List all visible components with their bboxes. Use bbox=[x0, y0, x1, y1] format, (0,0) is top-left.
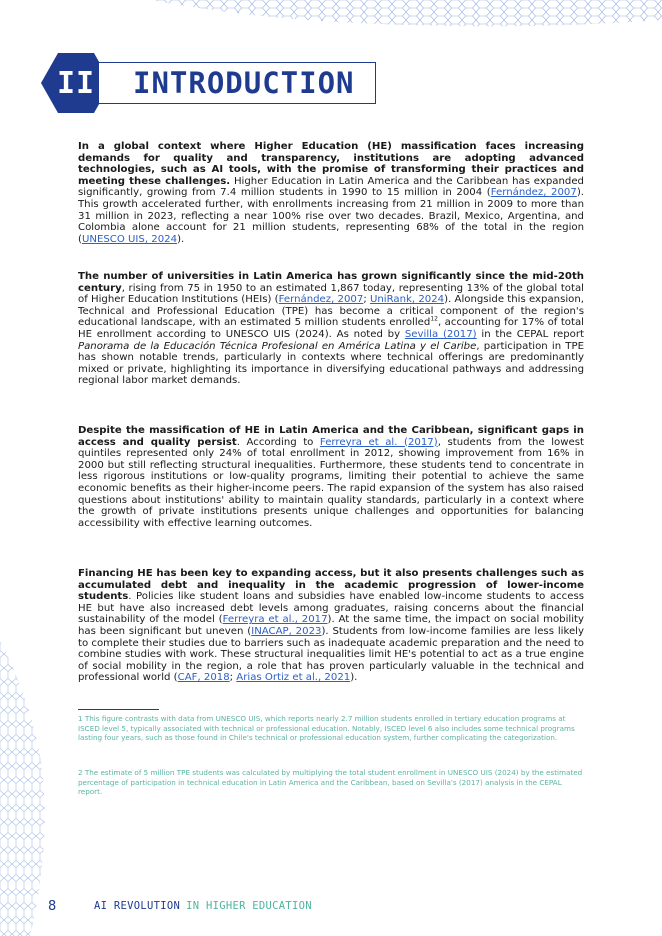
paragraph-1 bbox=[78, 141, 584, 245]
paragraph-3 bbox=[78, 425, 584, 529]
footnote-1: 1 This figure contrasts with data from UNESCO UIS, which reports nearly 2.7 million students enrolled in tertiary education programs at ISCED level 5, typically associated with technical or professional education. Notably, ISCED level 6 also includes some technical programs lasting four years, such as those found in Chile's technical or professional education system, further complicating the categorization. bbox=[78, 714, 575, 743]
citation-separator: ; bbox=[363, 294, 370, 306]
paragraph-3-text-2: , students from the lowest quintiles represented only 24% of total enrollment in 2012, showing improvement from 16% in 2000 but still reflecting structural inequalities. Furthermore, these students tend to concentrate in less rigorous institutions or low-quality programs, limiting their potential to achieve the same economic benefits as their higher-income peers. The rapid expansion of the system has also raised questions about institutions' ability to maintain quality standards, particularly in a context where the growth of private institutions presents unique challenges and opportunities for balancing accessibility with effective learning outcomes. bbox=[78, 436, 585, 529]
citation-link-inacap-2023[interactable]: INACAP, 2023 bbox=[251, 625, 322, 637]
page-number: 8 bbox=[48, 898, 57, 914]
paragraph-3-text-1: . According to bbox=[236, 436, 320, 448]
paragraph-4-text-1: . Policies like student loans and subsidies have enabled low-income students to access HE but have also increased debt levels among graduates, raising concerns about the financial sustainability of the model ( bbox=[78, 591, 584, 626]
paragraph-1-text-1: Higher Education in Latin America and the Caribbean has expanded significantly, growing from 7.4 million students in 1990 to 15 million in 2004 ( bbox=[78, 175, 584, 199]
page-footer bbox=[48, 898, 312, 914]
citation-link-arias-ortiz-2021[interactable]: Arias Ortiz et al., 2021 bbox=[236, 672, 351, 684]
chapter-number: II bbox=[56, 65, 96, 101]
paragraph-2-lead: The number of universities in Latin America has grown significantly since the mid-20th century bbox=[78, 271, 584, 294]
footnote-2: 2 The estimate of 5 million TPE students was calculated by multiplying the total student enrollment in UNESCO UIS (2024) by the estimated percentage of participation in technical education in Latin America and the Caribbean, based on Sevilla's (2017) analysis in the CEPAL report. bbox=[78, 768, 583, 797]
paragraph-2-text-2: ). Alongside this expansion, Technical and Professional Education (TPE) has become a critical component of the region's educational landscape, with an estimated 5 million students enrolled bbox=[78, 294, 584, 329]
paragraph-2-text-1: , rising from 75 in 1950 to an estimated 1,867 today, representing 13% of the global total of Higher Education Institutions (HEIs) ( bbox=[78, 282, 584, 306]
paragraph-4 bbox=[78, 568, 584, 684]
paragraph-1-text-2: ). This growth accelerated further, with enrollments increasing from 21 million in 2009 to more than 31 million in 2023, reflecting a near 100% rise over two decades. Brazil, Mexico, Argentina, and Colombia alone account for 21 million students, representing 68% of the total in the region ( bbox=[78, 187, 584, 245]
citation-link-ferreyra-2017[interactable]: Ferreyra et al. (2017) bbox=[319, 436, 438, 448]
paragraph-2-text-3: , accounting for 17% of total HE enrollment according to UNESCO UIS (2024). As noted by bbox=[78, 317, 584, 340]
citation-separator: ; bbox=[229, 672, 237, 684]
hex-pattern-decoration-left bbox=[0, 640, 60, 936]
report-title: Panorama de la Educación Técnica Profesional en América Latina y el Caribe bbox=[78, 340, 477, 352]
chapter-heading bbox=[40, 52, 380, 114]
citation-link-unesco-uis-2024[interactable]: UNESCO UIS, 2024 bbox=[81, 233, 178, 245]
paragraph-2-text-5: , participation in TPE has shown notable trends, particularly in contexts where technical offerings are predominantly mixed or private, highlighting its importance in diversifying educational pathways and addressing regional labor market demands. bbox=[78, 340, 584, 387]
citation-link-fernandez-2007[interactable]: Fernández, 2007 bbox=[490, 187, 577, 199]
citation-link-unirank-2024[interactable]: UniRank, 2024 bbox=[369, 294, 445, 306]
paragraph-4-lead: Financing HE has been key to expanding access, but it also presents challenges such as accumulated debt and inequality in the academic progression of lower-income students bbox=[78, 568, 584, 603]
footer-title-part1: AI REVOLUTION bbox=[94, 900, 181, 912]
citation-link-sevilla-2017[interactable]: Sevilla (2017) bbox=[404, 328, 477, 340]
paragraph-2 bbox=[78, 271, 584, 387]
paragraph-3-lead: Despite the massification of HE in Latin America and the Caribbean, significant gaps in access and quality persist bbox=[78, 425, 584, 448]
citation-link-fernandez-2007[interactable]: Fernández, 2007 bbox=[278, 294, 364, 306]
paragraph-4-text-3: ). Students from low-income families are less likely to complete their studies due to barriers such as inadequate academic preparation and the need to combine studies with work. These structural inequalities limit HE's potential to act as a true engine of social mobility in the region, a role that has proven particularly valuable in the technical and professional world ( bbox=[78, 625, 584, 684]
footnote-divider bbox=[78, 709, 159, 710]
hex-pattern-decoration-top bbox=[0, 0, 662, 40]
footer-title-part2: IN HIGHER EDUCATION bbox=[186, 900, 312, 912]
footnote-reference[interactable]: 12 bbox=[430, 316, 438, 323]
paragraph-4-text-2: ). At the same time, the impact on social mobility has been significant but uneven ( bbox=[78, 614, 585, 637]
paragraph-2-text-4: in the CEPAL report bbox=[476, 328, 585, 340]
paragraph-4-text-4: ). bbox=[350, 672, 358, 684]
paragraph-1-text-3: ). bbox=[177, 233, 185, 245]
citation-link-ferreyra-2017[interactable]: Ferreyra et al., 2017 bbox=[222, 614, 328, 626]
citation-link-caf-2018[interactable]: CAF, 2018 bbox=[177, 672, 230, 684]
paragraph-1-lead: In a global context where Higher Education (HE) massification faces increasing demands for quality and transparency, institutions are adopting advanced technologies, such as AI tools, with the promise of transforming their practices and meeting these challenges. bbox=[78, 141, 584, 187]
chapter-title: INTRODUCTION bbox=[98, 62, 376, 104]
